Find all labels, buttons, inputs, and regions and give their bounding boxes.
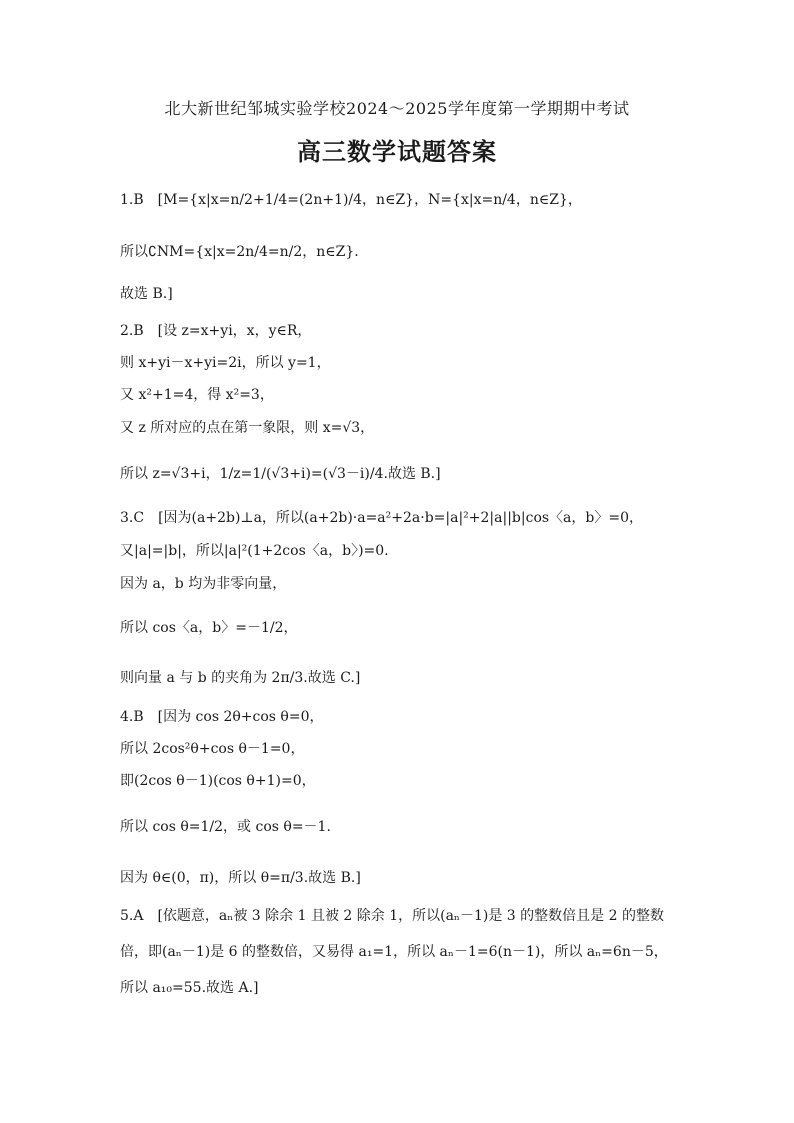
page-title: 高三数学试题答案 <box>297 137 497 166</box>
answer-2-line-2: 则 x+yi－x+yi=2i，所以 y=1， <box>120 355 331 371</box>
answer-3-line-2: 又|a|=|b|，所以|a|²(1+2cos〈a，b〉)=0. <box>120 543 389 559</box>
answer-1-line-3: 故选 B.] <box>120 286 173 302</box>
answer-4-line-1: 4.B [因为 cos 2θ+cos θ=0， <box>120 709 324 725</box>
answer-2-line-3: 又 x²+1=4，得 x²=3， <box>120 387 274 403</box>
answer-4-line-5: 因为 θ∈(0，π)，所以 θ=π/3.故选 B.] <box>120 870 361 886</box>
answer-2-line-1: 2.B [设 z=x+yi，x，y∈R， <box>120 323 312 339</box>
answer-2-line-5: 所以 z=√3+i，1/z=1/(√3+i)=(√3－i)/4.故选 B.] <box>120 466 441 482</box>
answer-2-line-4: 又 z 所对应的点在第一象限，则 x=√3， <box>120 420 375 436</box>
answer-4-line-3: 即(2cos θ－1)(cos θ+1)=0， <box>120 773 316 789</box>
answer-4-line-4: 所以 cos θ=1/2，或 cos θ=－1. <box>120 819 331 835</box>
answer-1-line-1: 1.B [M={x|x=n/2+1/4=(2n+1)/4，n∈Z}，N={x|x=n/4，n∈Z}， <box>120 192 582 208</box>
answer-4-line-2: 所以 2cos²θ+cos θ－1=0， <box>120 741 305 757</box>
answer-3-line-1: 3.C [因为(a+2b)⊥a，所以(a+2b)·a=a²+2a·b=|a|²+2|a||b|cos〈a，b〉=0， <box>120 510 644 526</box>
answer-3-line-5: 则向量 a 与 b 的夹角为 2π/3.故选 C.] <box>120 670 361 686</box>
answer-3-line-3: 因为 a，b 均为非零向量， <box>120 576 287 592</box>
exam-header: 北大新世纪邹城实验学校2024～2025学年度第一学期期中考试 <box>164 99 630 118</box>
answer-5-paragraph: 5.A [依题意，aₙ被 3 除余 1 且被 2 除余 1，所以(aₙ－1)是 3 的整数倍且是 2 的整数倍，即(aₙ－1)是 6 的整数倍，又易得 a₁=1，所以 aₙ－1=6(n－1)，所以 aₙ=6n－5，所以 a₁₀=55.故选 A.] <box>120 908 668 996</box>
answer-3-line-4: 所以 cos〈a，b〉=－1/2， <box>120 620 298 636</box>
answer-1-line-2: 所以∁NM={x|x=2n/4=n/2，n∈Z}. <box>120 244 359 260</box>
